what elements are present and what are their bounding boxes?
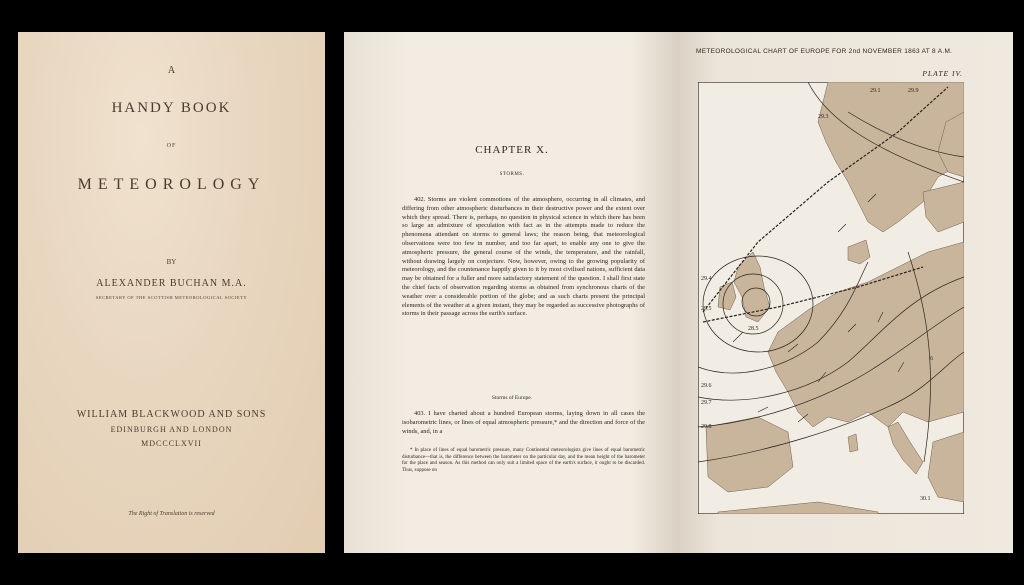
footnote: * In place of lines of equal barometric pressure, many Continental meteorologists give lines of equal barometric disturbance—that is, the difference between the barometer on the particular day, and the mean height of the barometer for the place and season. As this method can only suit a limited space of the earth's surface, it ought to be discarded. Thus, suppose on xyxy=(402,448,645,473)
author-name: ALEXANDER BUCHAN M.A. xyxy=(96,278,247,289)
rights-notice: The Right of Translation is reserved xyxy=(128,511,215,517)
isobar-label: 28.5 xyxy=(748,326,759,332)
title-of: OF xyxy=(166,143,177,149)
isobar-label: 29.9 xyxy=(908,88,919,94)
corsica xyxy=(848,434,858,452)
isobar-label: 30.1 xyxy=(920,496,931,502)
book-title-line1: HANDY BOOK xyxy=(111,100,232,116)
isobar-label: 29.3 xyxy=(818,114,829,120)
weather-map xyxy=(698,82,964,514)
isobar-label: 29.6 xyxy=(701,383,712,389)
map-page xyxy=(680,32,1013,553)
chapter-heading: CHAPTER X. xyxy=(475,144,549,156)
isobar-label: 29.4 xyxy=(701,276,712,282)
title-by: BY xyxy=(166,258,177,266)
isobar-label: 29.7 xyxy=(701,400,712,406)
author-role: SECRETARY OF THE SCOTTISH METEOROLOGICAL SOCIETY xyxy=(95,295,248,300)
book-title-line2: METEOROLOGY xyxy=(77,176,266,193)
section-title: Storms of Europe. xyxy=(491,395,533,401)
plate-number: PLATE IV. xyxy=(922,69,963,78)
title-page xyxy=(18,32,325,553)
map-title: METEOROLOGICAL CHART OF EUROPE FOR 2nd NOVEMBER 1863 AT 8 A.M. xyxy=(696,48,953,55)
chapter-page xyxy=(344,32,680,553)
publisher: WILLIAM BLACKWOOD AND SONS xyxy=(76,409,267,420)
publisher-cities: EDINBURGH AND LONDON xyxy=(110,425,233,434)
paragraph-402: 402. Storms are violent commotions of the atmosphere, occurring in all climates, and differing from other atmospheric disturbances in their destructive power and the extent over which they spread. There is, perhaps, no question in physical science in which there has been so large an admixture of speculation with fact as in the attempts made to reduce the phenomena attendant on storms to general laws; the reason being, that meteorological observations were too few in number, and too far apart, to enable any one to give the atmospheric pressure, the general course of the winds, the temperature, and the rainfall, without drawing largely on conjecture. Now, however, owing to the growing popularity of meteorology, and the countenance happily given to it by most civilised nations, sufficient data may be obtained for a fuller and more satisfactory statement of the question. I shall first state the chief facts of observation regarding storms as obtained from synchronous charts of the weather over a considerable portion of the globe; and as such charts present the principal elements of the weather at a given instant, they may be regarded as successive photographs of storms in their passage across the earth's surface. xyxy=(402,196,645,318)
chapter-subheading: STORMS. xyxy=(499,172,525,177)
isobar-label: 29.5 xyxy=(701,306,712,312)
isobar-label: 29.8 xyxy=(701,424,712,430)
isobar-label: 6 xyxy=(930,356,933,362)
publication-year: MDCCCLXVII xyxy=(141,439,202,448)
title-article: A xyxy=(167,65,176,76)
isobar-label: 29.1 xyxy=(870,88,881,94)
paragraph-403: 403. I have charted about a hundred European storms, laying down in all cases the isobarometric lines, or lines of equal atmospheric pressure,* and the direction and force of the winds, and, in a xyxy=(402,410,645,435)
